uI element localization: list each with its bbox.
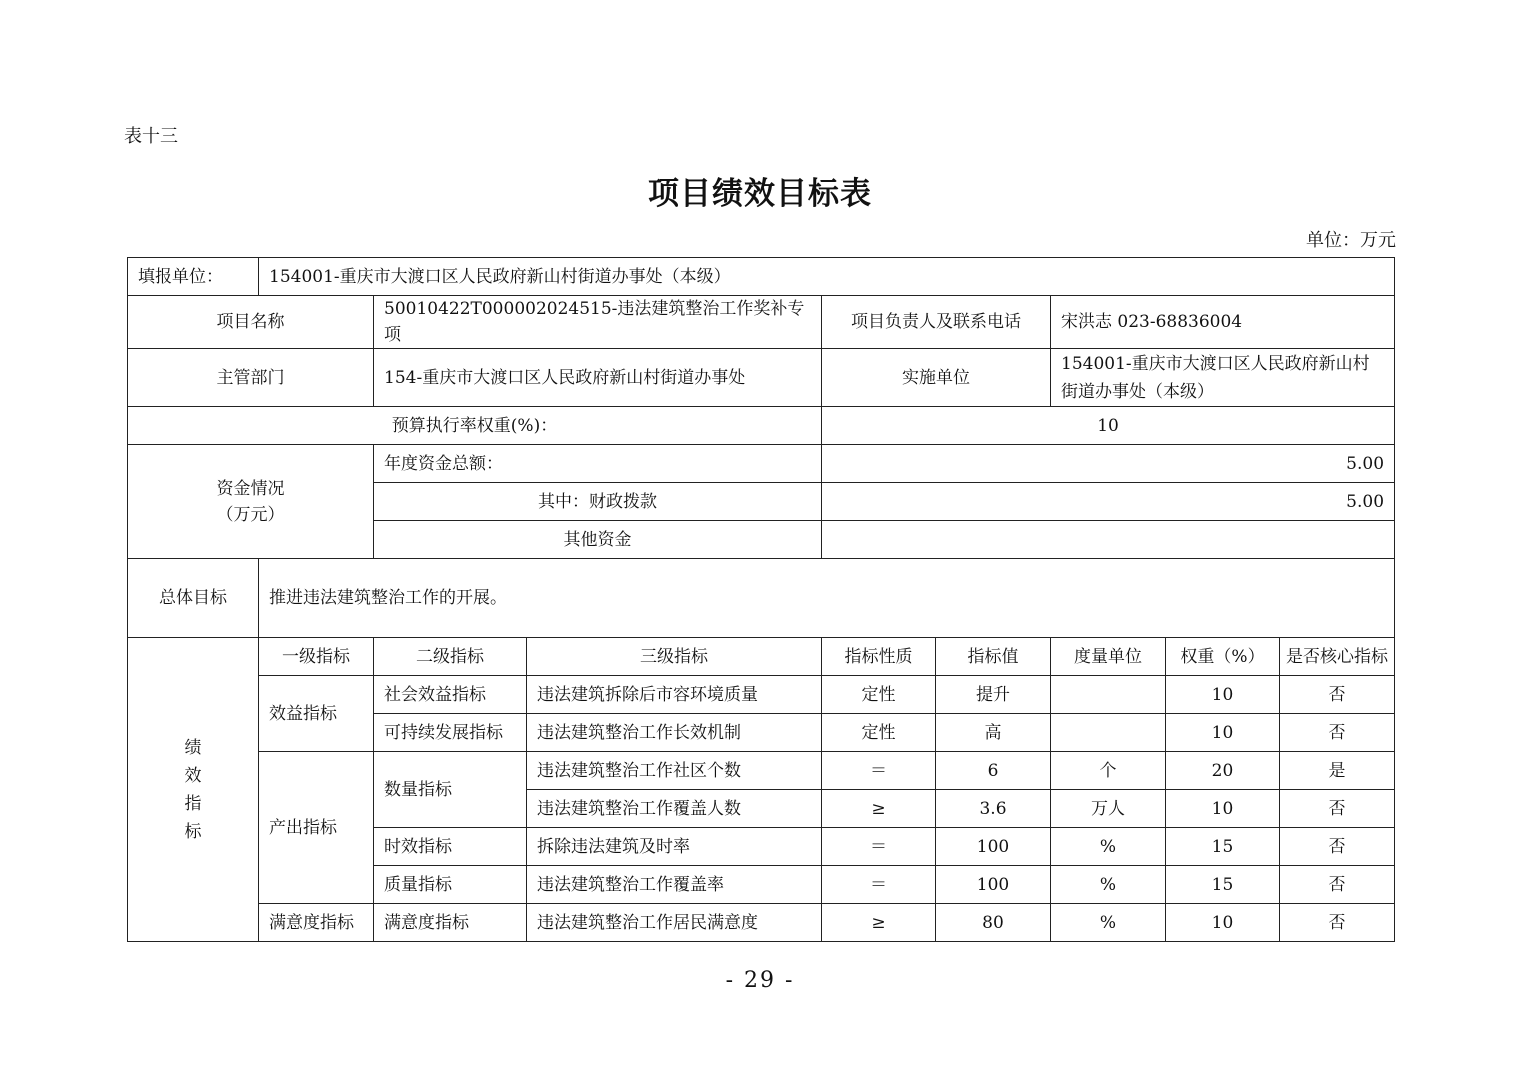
funds-total-row — [128, 445, 1395, 483]
indicator-core: 否 — [1280, 866, 1395, 904]
project-name-value: 50010422T000002024515-违法建筑整治工作奖补专项 — [374, 296, 822, 349]
indicator-section-char: 绩 — [184, 737, 202, 758]
indicator-value: 高 — [936, 714, 1051, 752]
indicator-weight: 10 — [1166, 714, 1280, 752]
indicator-nature: 定性 — [822, 714, 936, 752]
level2-indicator: 社会效益指标 — [374, 676, 527, 714]
indicator-unit: % — [1051, 828, 1166, 866]
indicator-value: 100 — [936, 828, 1051, 866]
project-name-label: 项目名称 — [128, 296, 374, 349]
level2-indicator: 数量指标 — [374, 752, 527, 828]
implementing-unit-value: 154001-重庆市大渡口区人民政府新山村街道办事处（本级） — [1051, 349, 1395, 407]
overall-goal-row — [128, 559, 1395, 638]
indicator-weight: 15 — [1166, 866, 1280, 904]
indicator-value: 80 — [936, 904, 1051, 942]
funds-other-value — [822, 521, 1395, 559]
indicator-unit: % — [1051, 904, 1166, 942]
performance-target-table — [127, 257, 1395, 942]
level2-indicator: 时效指标 — [374, 828, 527, 866]
funds-label — [128, 445, 374, 559]
indicator-value: 3.6 — [936, 790, 1051, 828]
level2-indicator: 满意度指标 — [374, 904, 527, 942]
indicator-weight: 10 — [1166, 904, 1280, 942]
indicator-section-char: 标 — [184, 821, 202, 842]
indicator-section-char: 效 — [184, 765, 202, 786]
implementing-unit-label: 实施单位 — [822, 349, 1051, 407]
indicator-value: 提升 — [936, 676, 1051, 714]
column-header: 度量单位 — [1051, 638, 1166, 676]
indicator-unit — [1051, 714, 1166, 752]
indicator-weight: 10 — [1166, 676, 1280, 714]
level3-indicator: 违法建筑整治工作社区个数 — [527, 752, 822, 790]
contact-value: 宋洪志 023-68836004 — [1051, 296, 1395, 349]
level3-indicator: 违法建筑整治工作覆盖率 — [527, 866, 822, 904]
filing-unit-label: 填报单位： — [128, 258, 259, 296]
indicator-unit: 个 — [1051, 752, 1166, 790]
level3-indicator: 违法建筑整治工作覆盖人数 — [527, 790, 822, 828]
department-row — [128, 349, 1395, 407]
filing-unit-value: 154001-重庆市大渡口区人民政府新山村街道办事处（本级） — [259, 258, 1395, 296]
project-name-row — [128, 296, 1395, 349]
indicator-weight: 10 — [1166, 790, 1280, 828]
budget-weight-value: 10 — [822, 407, 1395, 445]
level1-indicator: 产出指标 — [259, 752, 374, 904]
indicator-nature: ≥ — [822, 790, 936, 828]
indicator-core: 否 — [1280, 904, 1395, 942]
level1-indicator: 效益指标 — [259, 676, 374, 752]
column-header: 是否核心指标 — [1280, 638, 1395, 676]
indicator-nature: ≥ — [822, 904, 936, 942]
funds-total-label: 年度资金总额： — [374, 445, 822, 483]
contact-label: 项目负责人及联系电话 — [822, 296, 1051, 349]
funds-label-line1: 资金情况 — [216, 478, 285, 499]
indicator-unit: % — [1051, 866, 1166, 904]
overall-goal-value: 推进违法建筑整治工作的开展。 — [259, 559, 1395, 638]
overall-goal-label: 总体目标 — [128, 559, 259, 638]
page-number: - 29 - — [725, 968, 795, 993]
unit-label: 单位：万元 — [1306, 230, 1396, 251]
indicator-core: 否 — [1280, 676, 1395, 714]
funds-label-line2: （万元） — [216, 504, 285, 525]
page-title: 项目绩效目标表 — [648, 176, 872, 212]
column-header: 权重（%） — [1166, 638, 1280, 676]
table-row — [128, 676, 1395, 714]
funds-other-label: 其他资金 — [374, 521, 822, 559]
indicator-core: 否 — [1280, 714, 1395, 752]
table-label: 表十三 — [124, 126, 178, 147]
indicator-header-row — [128, 638, 1395, 676]
column-header: 二级指标 — [374, 638, 527, 676]
indicator-core: 否 — [1280, 790, 1395, 828]
table-row — [128, 752, 1395, 790]
indicator-nature: ＝ — [822, 866, 936, 904]
level3-indicator: 拆除违法建筑及时率 — [527, 828, 822, 866]
level2-indicator: 质量指标 — [374, 866, 527, 904]
department-value: 154-重庆市大渡口区人民政府新山村街道办事处 — [374, 349, 822, 407]
indicator-core: 否 — [1280, 828, 1395, 866]
funds-fiscal-value: 5.00 — [822, 483, 1395, 521]
budget-weight-label: 预算执行率权重(%)： — [128, 407, 822, 445]
level3-indicator: 违法建筑整治工作长效机制 — [527, 714, 822, 752]
indicator-weight: 20 — [1166, 752, 1280, 790]
department-label: 主管部门 — [128, 349, 374, 407]
level1-indicator: 满意度指标 — [259, 904, 374, 942]
indicator-value: 6 — [936, 752, 1051, 790]
funds-fiscal-label: 其中：财政拨款 — [374, 483, 822, 521]
indicator-nature: ＝ — [822, 752, 936, 790]
table-row — [128, 904, 1395, 942]
indicator-section-label — [128, 638, 259, 942]
filing-unit-row — [128, 258, 1395, 296]
column-header: 一级指标 — [259, 638, 374, 676]
indicator-section-char: 指 — [184, 793, 202, 814]
level3-indicator: 违法建筑整治工作居民满意度 — [527, 904, 822, 942]
indicator-unit — [1051, 676, 1166, 714]
column-header: 指标性质 — [822, 638, 936, 676]
indicator-weight: 15 — [1166, 828, 1280, 866]
budget-weight-row — [128, 407, 1395, 445]
level2-indicator: 可持续发展指标 — [374, 714, 527, 752]
indicator-value: 100 — [936, 866, 1051, 904]
column-header: 三级指标 — [527, 638, 822, 676]
column-header: 指标值 — [936, 638, 1051, 676]
level3-indicator: 违法建筑拆除后市容环境质量 — [527, 676, 822, 714]
indicator-nature: 定性 — [822, 676, 936, 714]
funds-total-value: 5.00 — [822, 445, 1395, 483]
indicator-core: 是 — [1280, 752, 1395, 790]
indicator-nature: ＝ — [822, 828, 936, 866]
indicator-unit: 万人 — [1051, 790, 1166, 828]
